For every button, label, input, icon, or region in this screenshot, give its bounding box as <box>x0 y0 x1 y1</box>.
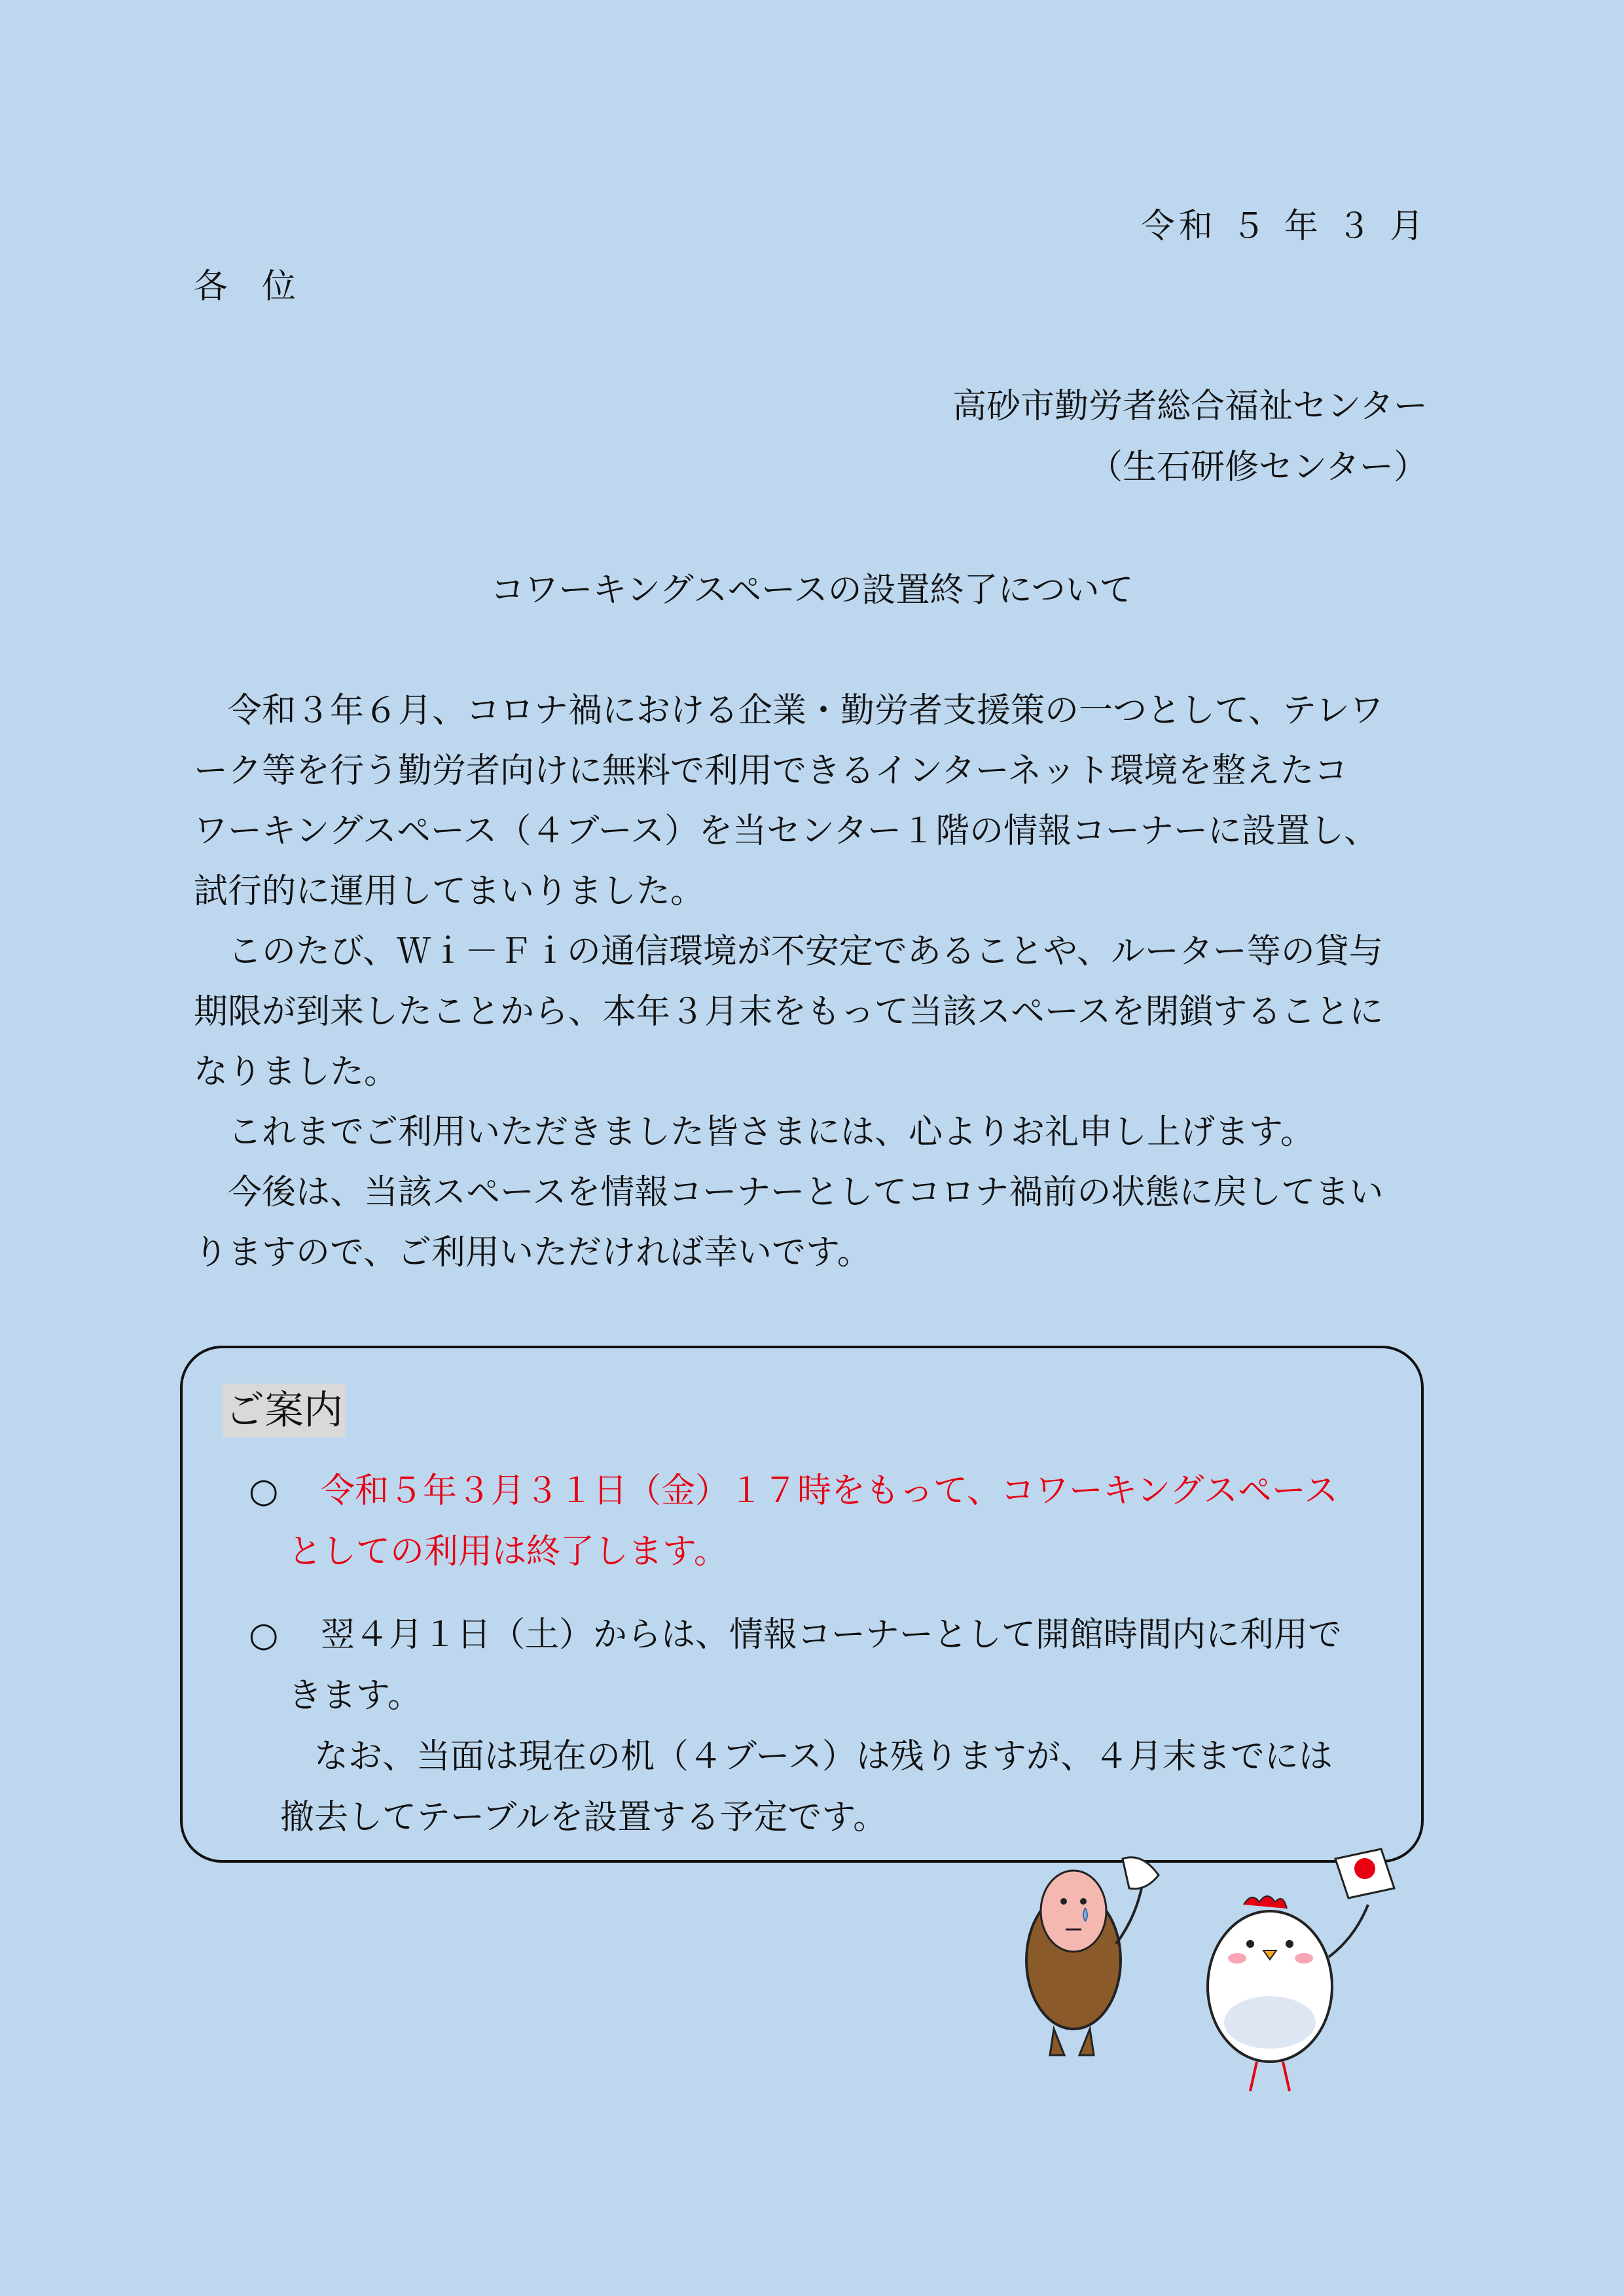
circle-bullet-icon: ○ <box>249 1615 279 1655</box>
notice-item-end-of-use <box>249 1461 1338 1583</box>
addressee: 各 位 <box>194 267 297 306</box>
document-date: 令和 ５ 年 ３ 月 <box>1140 207 1428 246</box>
sender-organization <box>952 376 1428 498</box>
document-title: コワーキングスペースの設置終了について <box>490 571 1134 610</box>
body-line: 期限が到来したことから、本年３月末をもって当該スペースを閉鎖することに <box>194 992 1384 1031</box>
notice-item-text: 翌４月１日（土）からは、情報コーナーとして開館時間内に利用で <box>321 1615 1343 1655</box>
body-text <box>194 681 1431 1283</box>
body-line: ワーキングスペース（４ブース）を当センター１階の情報コーナーに設置し、 <box>194 812 1379 851</box>
notice-item-text: 令和５年３月３１日（金）１７時をもって、コワーキングスペース <box>321 1471 1339 1511</box>
monkey-mascot-icon <box>1026 1857 1159 2055</box>
body-line: なりました。 <box>194 1052 399 1092</box>
mascot-illustration <box>982 1846 1440 2121</box>
notice-heading: ご案内 <box>223 1384 346 1437</box>
body-line: このたび、Ｗｉ－Ｆｉの通信環境が不安定であることや、ルーター等の貸与 <box>194 932 1383 971</box>
notice-item-text: なお、当面は現在の机（４ブース）は残りますが、４月末までには <box>314 1737 1333 1776</box>
sender-name: 高砂市勤労者総合福祉センター <box>952 387 1428 426</box>
notice-item-info-corner <box>249 1605 1342 1848</box>
body-line: これまでご利用いただきました皆さまには、心よりお礼申し上げます。 <box>194 1113 1314 1152</box>
chicken-mascot-icon <box>1208 1849 1394 2091</box>
body-line: 今後は、当該スペースを情報コーナーとしてコロナ禍前の状態に戻してまい <box>194 1173 1384 1212</box>
body-line: 令和３年６月、コロナ禍における企業・勤労者支援策の一つとして、テレワ <box>194 691 1384 730</box>
circle-bullet-icon: ○ <box>249 1471 279 1511</box>
sender-subname: （生石研修センター） <box>1089 448 1428 487</box>
body-line: ーク等を行う勤労者向けに無料で利用できるインターネット環境を整えたコ <box>194 751 1348 791</box>
body-line: 試行的に運用してまいりました。 <box>194 872 705 911</box>
notice-item-text: 撤去してテーブルを設置する予定です。 <box>280 1798 888 1837</box>
body-line: りますので、ご利用いただければ幸いです。 <box>194 1233 871 1272</box>
notice-item-text: としての利用は終了します。 <box>288 1532 728 1571</box>
notice-item-text: きます。 <box>288 1676 422 1715</box>
